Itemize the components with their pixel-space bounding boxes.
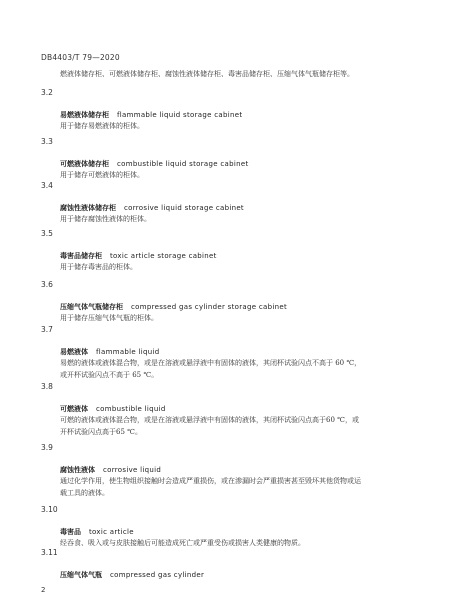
document-header: DB4403/T 79—2020	[41, 53, 120, 62]
term-english: combustible liquid	[96, 405, 166, 413]
term-title	[60, 570, 441, 580]
term-chinese: 压缩气体气瓶	[60, 571, 102, 579]
term-chinese: 腐蚀性液体	[60, 466, 95, 474]
section-number: 3.7	[41, 325, 53, 334]
term-chinese: 可燃液体	[60, 405, 88, 413]
term-chinese: 易燃液体	[60, 348, 88, 356]
term-chinese: 易燃液体储存柜	[60, 111, 109, 119]
term-chinese: 毒害品储存柜	[60, 252, 102, 260]
term-chinese: 腐蚀性液体储存柜	[60, 204, 116, 212]
term-chinese: 可燃液体储存柜	[60, 160, 109, 168]
term-definition: 用于储存毒害品的柜体。	[60, 263, 137, 271]
term-english: compressed gas cylinder storage cabinet	[131, 303, 287, 311]
section-number: 3.10	[41, 505, 58, 514]
term-english: flammable liquid	[96, 348, 160, 356]
term-title	[60, 404, 441, 414]
term-title	[60, 527, 441, 537]
term-section	[41, 325, 441, 381]
term-section	[41, 229, 441, 273]
term-english: flammable liquid storage cabinet	[117, 111, 243, 119]
term-english: corrosive liquid storage cabinet	[124, 204, 244, 212]
section-number: 3.9	[41, 443, 53, 452]
term-chinese: 压缩气体气瓶储存柜	[60, 303, 123, 311]
term-definition: 通过化学作用，使生物组织接触时会造成严重损伤，或在渗漏时会严重损害甚至毁坏其他货物或运	[60, 477, 361, 485]
term-english: corrosive liquid	[103, 466, 162, 474]
term-title	[60, 159, 441, 169]
term-definition: 或开杯试验闪点不高于 65 ℃。	[60, 371, 159, 379]
term-section	[41, 443, 441, 499]
term-section	[41, 88, 441, 132]
term-english: compressed gas cylinder	[110, 571, 205, 579]
section-number: 3.5	[41, 229, 53, 238]
term-section	[41, 505, 441, 549]
term-definition: 开杯试验闪点高于65 ℃。	[60, 428, 142, 436]
term-definition: 经吞食、吸入或与皮肤接触后可能造成死亡或严重受伤或损害人类健康的物质。	[60, 539, 305, 547]
term-section	[41, 280, 441, 324]
page-number: 2	[41, 586, 46, 594]
term-title	[60, 203, 441, 213]
section-number: 3.8	[41, 382, 53, 391]
term-definition: 用于储存腐蚀性液体的柜体。	[60, 215, 151, 223]
term-definition: 用于储存可燃液体的柜体。	[60, 171, 144, 179]
section-number: 3.6	[41, 280, 53, 289]
term-section	[41, 181, 441, 225]
term-section	[41, 137, 441, 181]
term-section	[41, 382, 441, 438]
term-title	[60, 110, 441, 120]
term-section	[41, 548, 441, 580]
term-definition: 易燃的液体或液体混合物，或是在溶液或悬浮液中有固体的液体，其闭杯试验闪点不高于 60 ℃，	[60, 359, 362, 367]
section-number: 3.4	[41, 181, 53, 190]
term-english: toxic article	[89, 528, 134, 536]
section-number: 3.2	[41, 88, 53, 97]
term-definition: 可燃的液体或液体混合物，或是在溶液或悬浮液中有固体的液体，其闭杯试验闪点高于60 ℃，或	[60, 416, 359, 424]
term-title	[60, 302, 441, 312]
term-definition: 用于储存易燃液体的柜体。	[60, 122, 144, 130]
term-english: combustible liquid storage cabinet	[117, 160, 249, 168]
term-chinese: 毒害品	[60, 528, 81, 536]
term-title	[60, 465, 441, 475]
section-number: 3.3	[41, 137, 53, 146]
term-definition: 用于储存压缩气体气瓶的柜体。	[60, 314, 158, 322]
section-number: 3.11	[41, 548, 58, 557]
intro-text: 燃液体储存柜、可燃液体储存柜、腐蚀性液体储存柜、毒害品储存柜、压缩气体气瓶储存柜等。	[60, 70, 354, 78]
term-title	[60, 347, 441, 357]
term-title	[60, 251, 441, 261]
term-definition: 载工具的液体。	[60, 489, 109, 497]
term-english: toxic article storage cabinet	[110, 252, 217, 260]
